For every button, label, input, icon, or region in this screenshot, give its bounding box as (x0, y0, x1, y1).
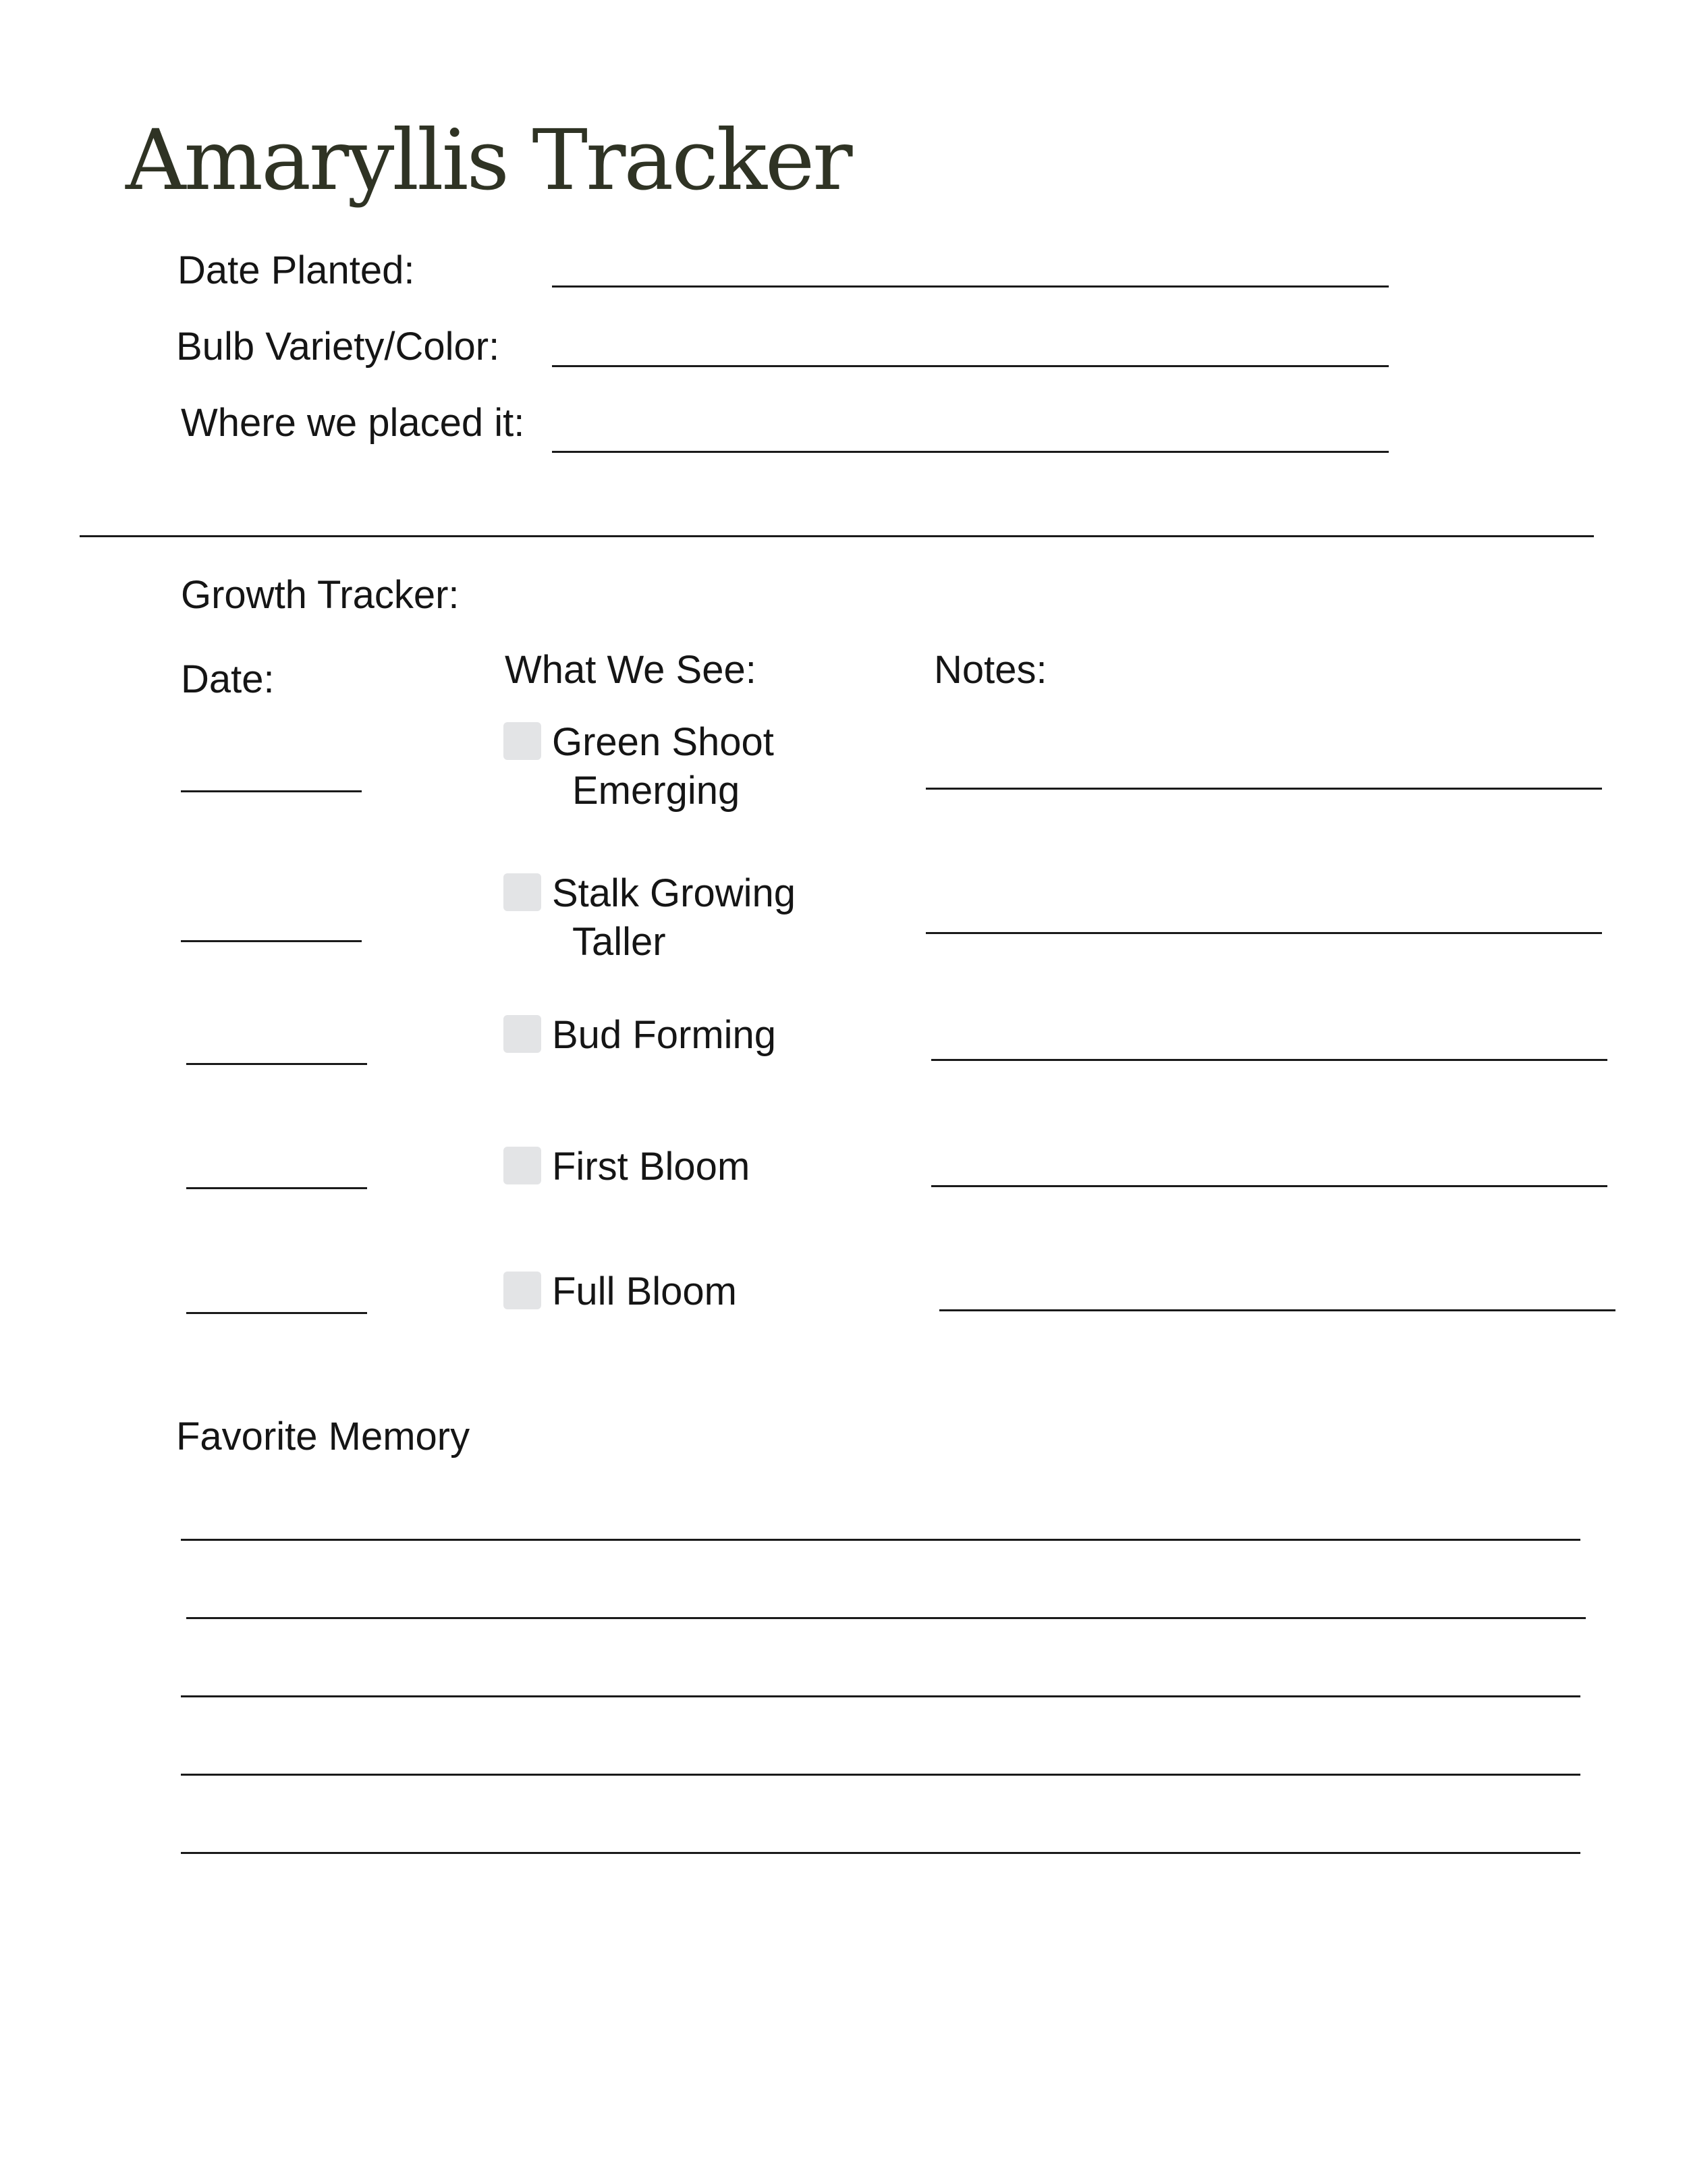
what-we-see-column-header: What We See: (505, 648, 756, 692)
memory-line[interactable] (181, 1852, 1580, 1854)
growth-notes-field[interactable] (926, 788, 1602, 790)
stalk-growing-option (552, 869, 796, 966)
bulb-variety-field[interactable] (552, 365, 1389, 367)
stalk-growing-label-line2: Taller (572, 920, 666, 964)
growth-date-field[interactable] (181, 790, 362, 792)
growth-tracker-heading: Growth Tracker: (181, 573, 460, 617)
bulb-variety-label: Bulb Variety/Color: (176, 325, 500, 368)
memory-line[interactable] (181, 1539, 1580, 1541)
date-planted-field[interactable] (552, 285, 1389, 288)
first-bloom-label: First Bloom (552, 1145, 750, 1189)
bud-forming-checkbox[interactable] (503, 1015, 541, 1053)
full-bloom-option (552, 1267, 737, 1316)
bud-forming-label: Bud Forming (552, 1013, 777, 1057)
memory-line[interactable] (181, 1774, 1580, 1776)
placement-field[interactable] (552, 451, 1389, 453)
growth-notes-field[interactable] (931, 1059, 1607, 1061)
growth-notes-field[interactable] (931, 1185, 1607, 1187)
green-shoot-label-line2: Emerging (572, 769, 740, 813)
favorite-memory-heading: Favorite Memory (176, 1415, 470, 1458)
green-shoot-option (552, 718, 774, 815)
memory-line[interactable] (181, 1695, 1580, 1697)
stalk-growing-label-line1: Stalk Growing (552, 871, 796, 915)
green-shoot-label-line1: Green Shoot (552, 720, 774, 764)
stalk-growing-checkbox[interactable] (503, 873, 541, 911)
growth-notes-field[interactable] (926, 932, 1602, 934)
full-bloom-checkbox[interactable] (503, 1272, 541, 1309)
page-title: Amaryllis Tracker (126, 112, 851, 209)
first-bloom-checkbox[interactable] (503, 1147, 541, 1184)
section-divider (80, 535, 1594, 537)
notes-column-header: Notes: (934, 648, 1047, 692)
growth-date-field[interactable] (181, 940, 362, 942)
placement-label: Where we placed it: (181, 401, 525, 445)
memory-line[interactable] (186, 1617, 1586, 1619)
growth-date-field[interactable] (186, 1312, 367, 1314)
growth-date-field[interactable] (186, 1063, 367, 1065)
green-shoot-checkbox[interactable] (503, 722, 541, 760)
first-bloom-option (552, 1143, 750, 1191)
growth-date-field[interactable] (186, 1187, 367, 1189)
full-bloom-label: Full Bloom (552, 1270, 737, 1313)
bud-forming-option (552, 1011, 776, 1060)
growth-notes-field[interactable] (939, 1309, 1615, 1311)
date-column-header: Date: (181, 657, 275, 701)
date-planted-label: Date Planted: (177, 248, 415, 292)
